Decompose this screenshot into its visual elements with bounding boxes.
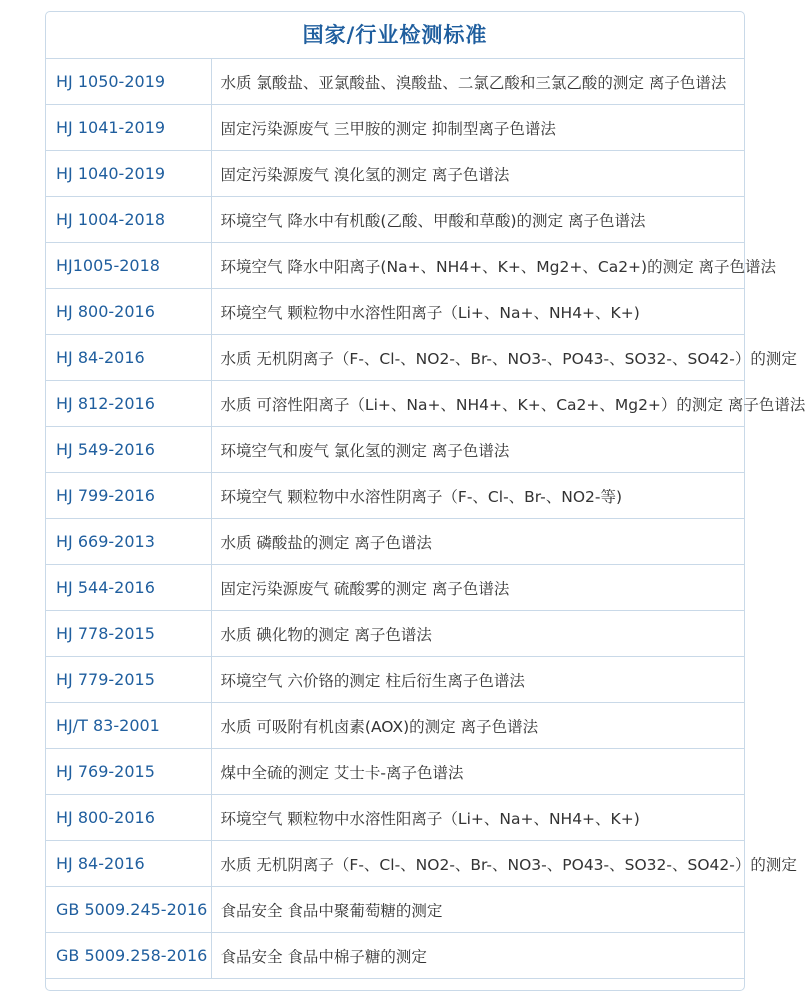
table-row (46, 197, 744, 243)
standard-description: 食品安全 食品中棉子糖的测定 (211, 933, 744, 979)
table-row (46, 887, 744, 933)
standard-description: 水质 磷酸盐的测定 离子色谱法 (211, 519, 744, 565)
panel-title: 国家/行业检测标准 (46, 12, 744, 59)
standard-description: 环境空气 颗粒物中水溶性阳离子（Li+、Na+、NH4+、K+) (211, 289, 744, 335)
standards-table (46, 59, 805, 979)
standard-description: 环境空气 颗粒物中水溶性阳离子（Li+、Na+、NH4+、K+) (211, 795, 744, 841)
standard-code: HJ 84-2016 (46, 335, 211, 381)
table-row (46, 933, 744, 979)
table-row (46, 749, 744, 795)
standard-description: 煤中全硫的测定 艾士卡-离子色谱法 (211, 749, 744, 795)
standard-description: 固定污染源废气 三甲胺的测定 抑制型离子色谱法 (211, 105, 744, 151)
standards-panel (45, 11, 805, 991)
table-row (46, 427, 744, 473)
standard-description: 环境空气和废气 氯化氢的测定 离子色谱法 (211, 427, 744, 473)
table-row (46, 657, 744, 703)
standard-code: HJ 769-2015 (46, 749, 211, 795)
table-row (46, 703, 744, 749)
table-row (46, 381, 744, 427)
standard-code: HJ 544-2016 (46, 565, 211, 611)
standard-code: HJ 778-2015 (46, 611, 211, 657)
standard-description: 环境空气 六价铬的测定 柱后衍生离子色谱法 (211, 657, 744, 703)
standard-code: HJ 800-2016 (46, 289, 211, 335)
standard-description: 水质 无机阴离子（F-、Cl-、NO2-、Br-、NO3-、PO43-、SO32-、SO42-）的测定 (211, 335, 744, 381)
standard-description: 水质 碘化物的测定 离子色谱法 (211, 611, 744, 657)
standard-code: HJ 1004-2018 (46, 197, 211, 243)
table-row (46, 473, 744, 519)
standard-code: HJ 1050-2019 (46, 59, 211, 105)
table-row (46, 105, 744, 151)
standard-code: HJ 1041-2019 (46, 105, 211, 151)
standard-description: 水质 可吸附有机卤素(AOX)的测定 离子色谱法 (211, 703, 744, 749)
standard-description: 固定污染源废气 溴化氢的测定 离子色谱法 (211, 151, 744, 197)
standard-code: GB 5009.245-2016 (46, 887, 211, 933)
table-row (46, 841, 744, 887)
standard-code: HJ/T 83-2001 (46, 703, 211, 749)
standard-description: 水质 无机阴离子（F-、Cl-、NO2-、Br-、NO3-、PO43-、SO32-、SO42-）的测定 (211, 841, 744, 887)
table-row (46, 59, 744, 105)
table-row (46, 151, 744, 197)
table-row (46, 289, 744, 335)
standard-code: HJ 799-2016 (46, 473, 211, 519)
standard-description: 环境空气 颗粒物中水溶性阴离子（F-、Cl-、Br-、NO2-等) (211, 473, 744, 519)
standard-description: 环境空气 降水中有机酸(乙酸、甲酸和草酸)的测定 离子色谱法 (211, 197, 744, 243)
standard-code: HJ 779-2015 (46, 657, 211, 703)
standard-code: HJ 84-2016 (46, 841, 211, 887)
standard-description: 环境空气 降水中阳离子(Na+、NH4+、K+、Mg2+、Ca2+)的测定 离子色谱法 (211, 243, 744, 289)
table-row (46, 243, 744, 289)
standard-code: HJ 669-2013 (46, 519, 211, 565)
table-row (46, 519, 744, 565)
table-row (46, 795, 744, 841)
standard-code: HJ 1040-2019 (46, 151, 211, 197)
standard-code: HJ 812-2016 (46, 381, 211, 427)
standard-description: 食品安全 食品中聚葡萄糖的测定 (211, 887, 744, 933)
standard-description: 水质 氯酸盐、亚氯酸盐、溴酸盐、二氯乙酸和三氯乙酸的测定 离子色谱法 (211, 59, 744, 105)
standard-code: HJ 549-2016 (46, 427, 211, 473)
standard-code: HJ1005-2018 (46, 243, 211, 289)
standard-code: HJ 800-2016 (46, 795, 211, 841)
table-row (46, 335, 744, 381)
table-row (46, 611, 744, 657)
standard-description: 固定污染源废气 硫酸雾的测定 离子色谱法 (211, 565, 744, 611)
standards-table-body (46, 59, 805, 979)
table-row (46, 565, 744, 611)
standard-code: GB 5009.258-2016 (46, 933, 211, 979)
standard-description: 水质 可溶性阳离子（Li+、Na+、NH4+、K+、Ca2+、Mg2+）的测定 离子色谱法 (211, 381, 744, 427)
